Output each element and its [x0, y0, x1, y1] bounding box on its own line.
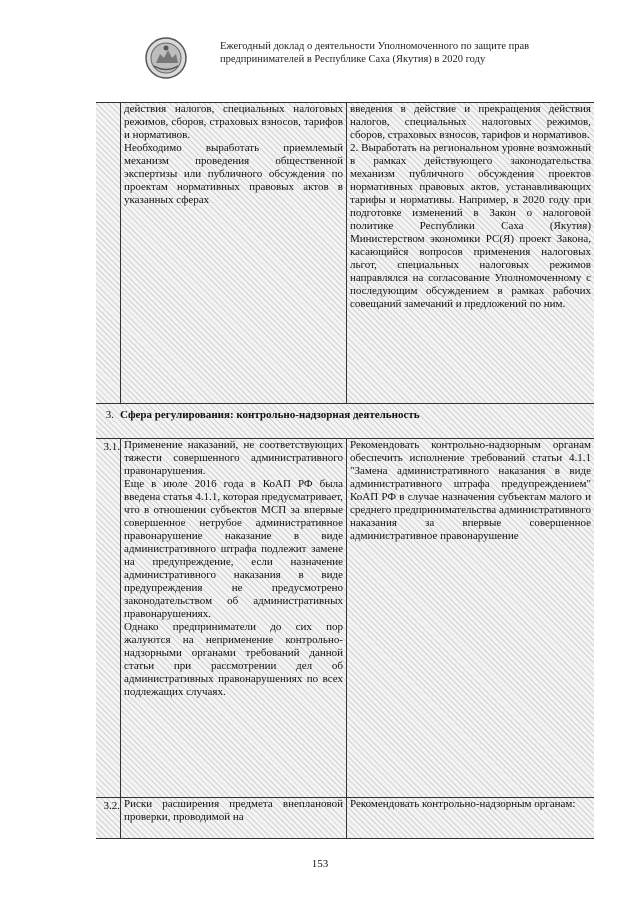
problem-paragraph: Риски расширения предмета внеплановой проверки, проводимой на — [124, 798, 343, 823]
row-number: 3.2. — [96, 798, 121, 838]
row-number: 3.1. — [96, 439, 121, 797]
recommendation-cell — [347, 103, 594, 403]
section-header-row — [96, 404, 594, 439]
coat-of-arms-logo — [144, 36, 188, 80]
section-number: 3. — [105, 409, 114, 421]
page-header — [144, 32, 530, 80]
row-number — [96, 103, 121, 403]
recommendation-paragraph: Рекомендовать контрольно-надзорным органам обеспечить исполнение требований статьи 4.1.1 "Замена административного наказания в виде административного штрафа предупреждением" КоАП РФ в случае назначения субъектам малого и среднего предпринимательства административного наказания за впервые совершенное административное правонарушение — [350, 439, 591, 542]
problem-paragraph: Необходимо выработать приемлемый механизм проведения общественной экспертизы или публичного обсуждения по проектам нормативных правовых актов в указанных сферах — [124, 142, 343, 206]
recommendation-cell — [347, 798, 594, 838]
table-row — [96, 102, 594, 404]
table-row — [96, 439, 594, 798]
recommendations-table — [96, 102, 594, 839]
problem-cell — [121, 103, 347, 403]
recommendation-paragraph: введения в действие и прекращения действия налогов, специальных налоговых режимов, сборов, страховых взносов, тарифов и нормативов. — [350, 103, 591, 141]
recommendation-cell — [347, 439, 594, 797]
problem-paragraph: Еще в июле 2016 года в КоАП РФ была введена статья 4.1.1, которая предусматривает, что в отношении субъектов МСП за впервые совершенное нетрубое административное правонарушение наказание в виде административного штрафа подлежит замене на предупреждение, если назначение административного наказания в виде предупреждения не предусмотрено законодательством об административных правонарушениях. — [124, 478, 343, 620]
problem-paragraph: Однако предприниматели до сих пор жалуются на неприменение контрольно-надзорными органами требований данной статьи при рассмотрении дел об административных правонарушениях по всех подлежащих случаях. — [124, 621, 343, 698]
section-title: Сфера регулирования: контрольно-надзорная деятельность — [120, 409, 420, 421]
recommendation-paragraph: Рекомендовать контрольно-надзорным органам: — [350, 798, 576, 810]
problem-cell — [121, 439, 347, 797]
recommendation-paragraph: 2. Выработать на региональном уровне возможный в рамках действующего законодательства механизм публичного обсуждения проектов нормативных правовых актов, устанавливающих тарифы и нормативы. Например, в 2020 году при подготовке изменений в Закон о налоговой политике Республики Саха (Якутия) Министерством экономики РС(Я) проект Закона, касающийся вопросов применения налоговых льгот, специальных налоговых режимов направлялся на согласование Уполномоченному с последующим обсуждением в рамках рабочих совещаний замечаний и предложений по ним. — [350, 142, 591, 310]
report-title — [220, 40, 540, 66]
problem-cell — [121, 798, 347, 838]
problem-paragraph: Применение наказаний, не соответствующих тяжести совершенного административного правонарушения. — [124, 439, 343, 477]
table-row — [96, 798, 594, 839]
page-number: 153 — [311, 858, 329, 870]
report-title-line-2: предпринимателей в Республике Саха (Якутия) в 2020 году — [220, 54, 486, 65]
problem-paragraph: действия налогов, специальных налоговых режимов, сборов, страховых взносов, тарифов и нормативов. — [124, 103, 343, 141]
report-title-line-1: Ежегодный доклад о деятельности Уполномоченного по защите прав — [220, 41, 530, 52]
